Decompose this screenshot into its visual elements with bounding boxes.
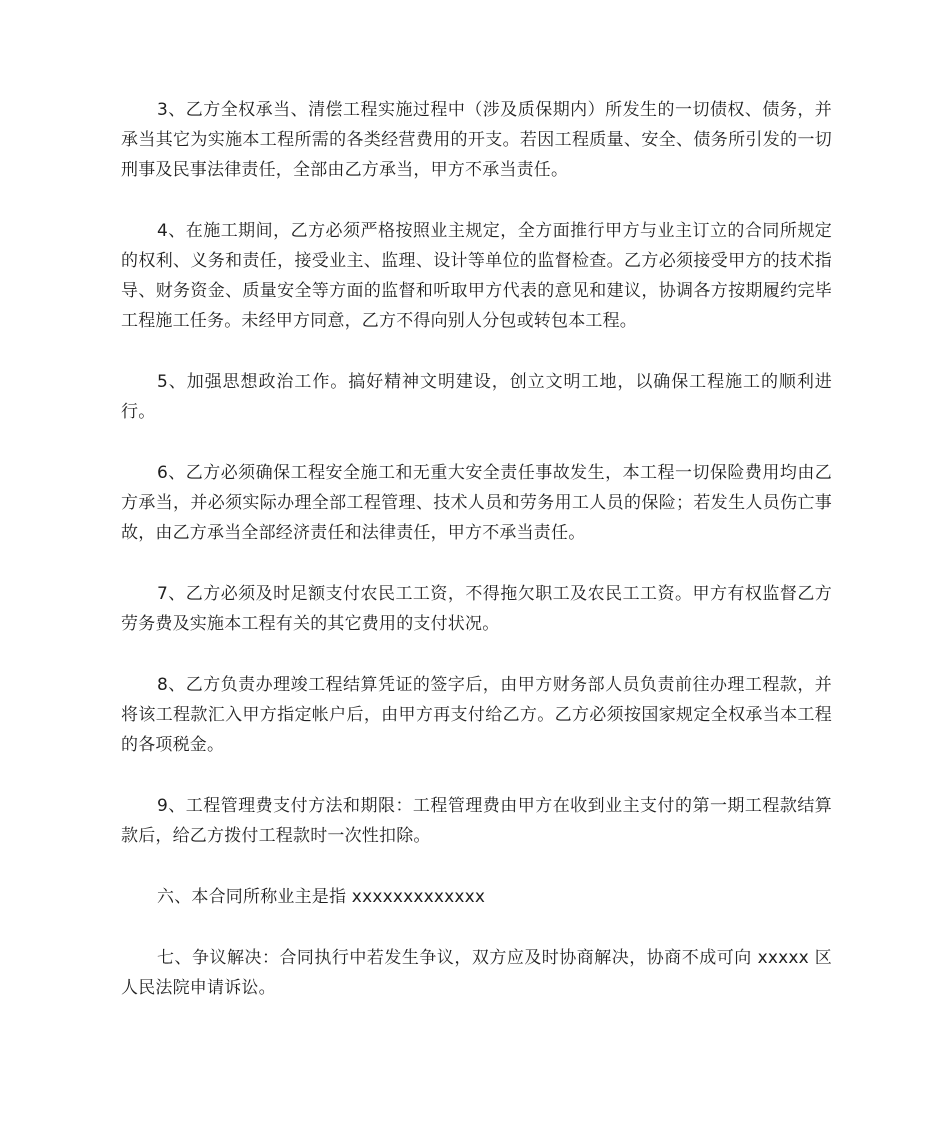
clause-8-paragraph: 8、乙方负责办理竣工程结算凭证的签字后，由甲方财务部人员负责前往办理工程款，并将该工程款汇入甲方指定帐户后，由甲方再支付给乙方。乙方必须按国家规定全权承当本工程的各项税金。 <box>121 675 832 755</box>
clause-5-paragraph: 5、加强思想政治工作。搞好精神文明建设，创立文明工地，以确保工程施工的顺利进行。 <box>121 372 832 422</box>
document-body <box>121 95 832 1034</box>
clause-3-paragraph: 3、乙方全权承当、清偿工程实施过程中（涉及质保期内）所发生的一切债权、债务，并承当其它为实施本工程所需的各类经营费用的开支。若因工程质量、安全、债务所引发的一切刑事及民事法律责任，全部由乙方承当，甲方不承当责任。 <box>121 100 832 180</box>
section-7-dispute-paragraph: 七、争议解决：合同执行中若发生争议，双方应及时协商解决，协商不成可向 xxxxx 区人民法院申请诉讼。 <box>121 948 832 998</box>
clause-9-paragraph: 9、工程管理费支付方法和期限：工程管理费由甲方在收到业主支付的第一期工程款结算款后，给乙方拨付工程款时一次性扣除。 <box>121 796 832 846</box>
clause-7-paragraph: 7、乙方必须及时足额支付农民工工资，不得拖欠职工及农民工工资。甲方有权监督乙方劳务费及实施本工程有关的其它费用的支付状况。 <box>121 584 832 634</box>
clause-6-paragraph: 6、乙方必须确保工程安全施工和无重大安全责任事故发生，本工程一切保险费用均由乙方承当，并必须实际办理全部工程管理、技术人员和劳务用工人员的保险；若发生人员伤亡事故，由乙方承当全部经济责任和法律责任，甲方不承当责任。 <box>121 463 832 543</box>
clause-4-paragraph: 4、在施工期间，乙方必须严格按照业主规定，全方面推行甲方与业主订立的合同所规定的权利、义务和责任，接受业主、监理、设计等单位的监督检查。乙方必须接受甲方的技术指导、财务资金、质量安全等方面的监督和听取甲方代表的意见和建议，协调各方按期履约完毕工程施工任务。未经甲方同意，乙方不得向别人分包或转包本工程。 <box>121 221 832 331</box>
section-6-owner-paragraph: 六、本合同所称业主是指 xxxxxxxxxxxxx <box>157 887 486 907</box>
